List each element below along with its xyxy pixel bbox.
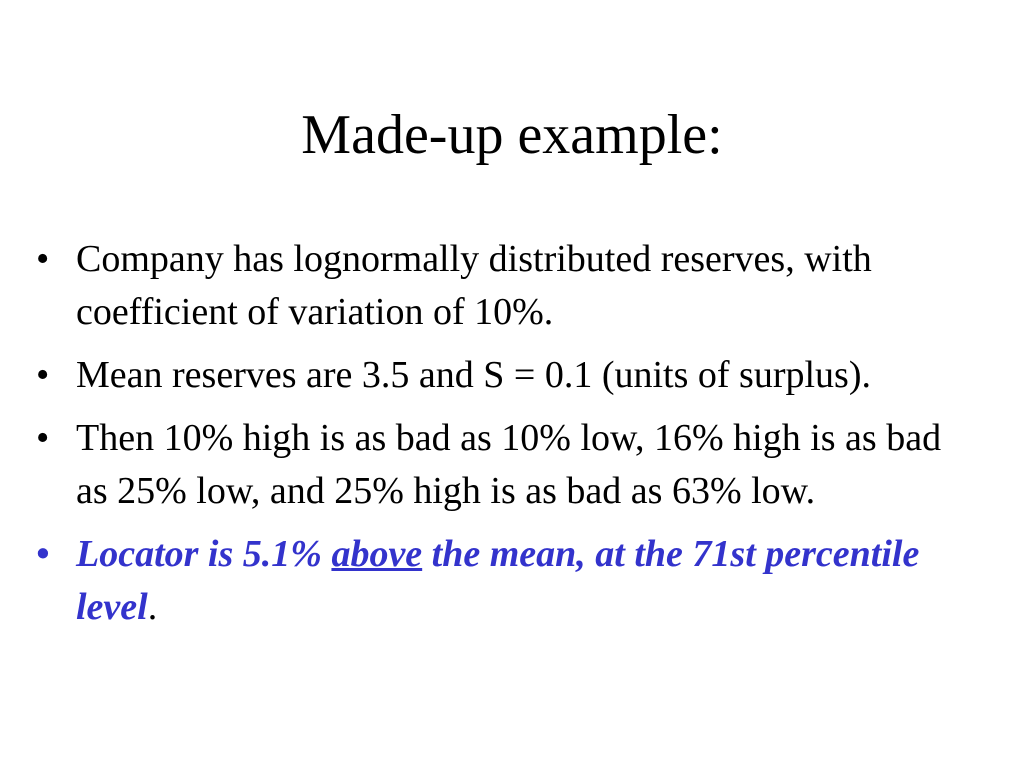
highlight-text-part1: Locator is 5.1% xyxy=(76,533,332,575)
highlight-text-underlined: above xyxy=(331,533,423,575)
bullet-dot-icon: • xyxy=(36,417,50,459)
bullet-list xyxy=(36,233,966,644)
bullet-dot-icon: • xyxy=(36,533,50,575)
bullet-item-2 xyxy=(36,349,966,402)
highlight-text-part2: the mean, at the 71st percentile level xyxy=(76,533,920,628)
slide-title: Made-up example: xyxy=(301,104,723,166)
bullet-item-1 xyxy=(36,233,966,339)
bullet-item-highlight xyxy=(36,528,966,634)
bullet-text-1: Company has lognormally distributed reserves, with coefficient of variation of 10%. xyxy=(76,238,872,333)
bullet-text-2: Mean reserves are 3.5 and S = 0.1 (units of surplus). xyxy=(76,354,871,396)
bullet-dot-icon: • xyxy=(36,354,50,396)
bullet-item-3 xyxy=(36,412,966,518)
bullet-dot-icon: • xyxy=(36,238,50,280)
bullet-text-3: Then 10% high is as bad as 10% low, 16% high is as bad as 25% low, and 25% high is as bad as 63% low. xyxy=(76,417,942,512)
highlight-text-trailing: . xyxy=(147,586,158,628)
